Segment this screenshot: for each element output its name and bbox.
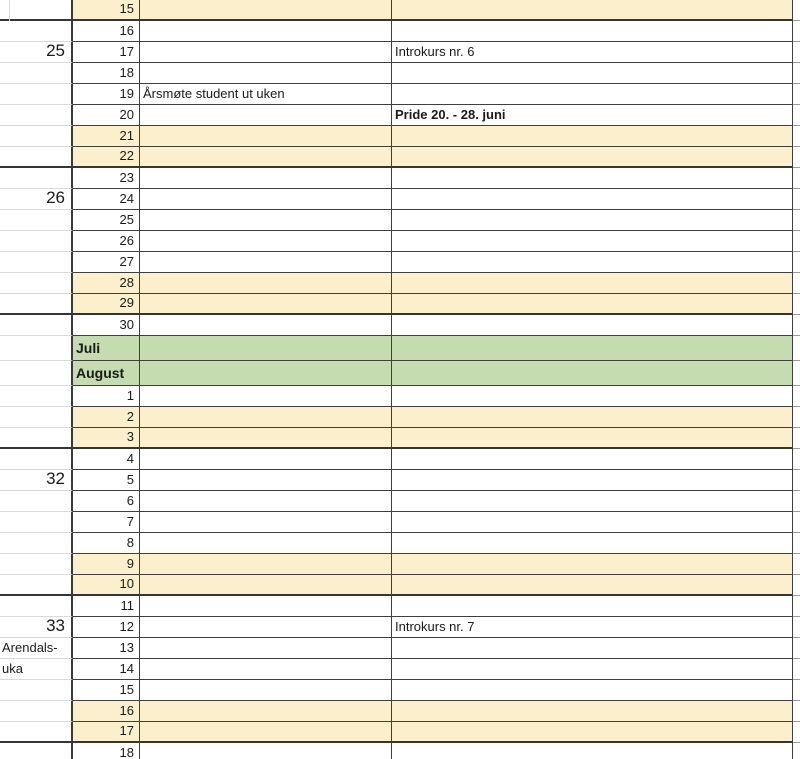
event-cell-right[interactable]	[392, 659, 793, 680]
day-cell[interactable]	[73, 252, 140, 273]
day-cell[interactable]	[73, 470, 140, 491]
day-number: 14	[119, 661, 134, 676]
event-cell-left[interactable]	[140, 743, 392, 759]
event-cell-right[interactable]	[392, 231, 793, 252]
edge-cell[interactable]	[793, 21, 800, 42]
week-cell[interactable]	[0, 21, 73, 42]
event-cell-right[interactable]	[392, 554, 793, 575]
event-cell-right[interactable]	[392, 147, 793, 168]
calendar-row	[0, 147, 800, 168]
edge-cell[interactable]	[793, 386, 800, 407]
week-cell[interactable]	[0, 596, 73, 617]
event-cell-left[interactable]	[140, 315, 392, 336]
edge-cell[interactable]	[793, 361, 800, 386]
edge-cell[interactable]	[793, 273, 800, 294]
event-cell-left[interactable]	[140, 575, 392, 596]
day-number: 23	[119, 170, 134, 185]
day-number: 20	[119, 107, 134, 122]
day-cell[interactable]	[73, 743, 140, 759]
day-number: 7	[126, 514, 134, 529]
day-cell[interactable]	[73, 147, 140, 168]
week-cell[interactable]	[0, 294, 73, 315]
day-cell[interactable]	[73, 638, 140, 659]
calendar-row	[0, 722, 800, 743]
day-number: 5	[126, 472, 134, 487]
edge-cell[interactable]	[793, 596, 800, 617]
edge-cell[interactable]	[793, 533, 800, 554]
calendar-row	[0, 386, 800, 407]
week-cell[interactable]	[0, 554, 73, 575]
calendar-row	[0, 449, 800, 470]
week-cell[interactable]	[0, 470, 73, 491]
day-cell[interactable]	[73, 386, 140, 407]
day-cell[interactable]	[73, 63, 140, 84]
edge-cell[interactable]	[793, 63, 800, 84]
calendar-row	[0, 63, 800, 84]
event-cell-left[interactable]	[140, 386, 392, 407]
calendar-row	[0, 42, 800, 63]
event-cell-right[interactable]	[392, 0, 793, 21]
calendar-row	[0, 294, 800, 315]
event-cell-left[interactable]	[140, 512, 392, 533]
event-cell-right[interactable]	[392, 470, 793, 491]
day-number: 9	[126, 556, 134, 571]
event-cell-left[interactable]	[140, 231, 392, 252]
week-cell[interactable]	[0, 0, 73, 21]
day-number: 6	[126, 493, 134, 508]
calendar-row	[0, 189, 800, 210]
calendar-row	[0, 21, 800, 42]
day-number: 18	[119, 65, 134, 80]
event-cell-right[interactable]	[392, 638, 793, 659]
edge-cell[interactable]	[793, 252, 800, 273]
calendar-row	[0, 470, 800, 491]
event-cell-left[interactable]	[140, 63, 392, 84]
edge-cell[interactable]	[793, 659, 800, 680]
day-number: 2	[126, 409, 134, 424]
edge-cell[interactable]	[793, 680, 800, 701]
day-number: 8	[126, 535, 134, 550]
event-cell-right[interactable]	[392, 63, 793, 84]
edge-cell[interactable]	[793, 168, 800, 189]
event-cell-right[interactable]	[392, 294, 793, 315]
day-cell[interactable]	[73, 21, 140, 42]
week-cell[interactable]	[0, 361, 73, 386]
edge-cell[interactable]	[793, 231, 800, 252]
edge-cell[interactable]	[793, 449, 800, 470]
week-cell[interactable]	[0, 680, 73, 701]
day-number: 16	[119, 23, 134, 38]
event-cell-left[interactable]	[140, 126, 392, 147]
week-cell[interactable]	[0, 105, 73, 126]
edge-cell[interactable]	[793, 554, 800, 575]
event-cell-right[interactable]	[392, 491, 793, 512]
day-number: 10	[119, 576, 134, 591]
week-cell[interactable]	[0, 231, 73, 252]
week-cell[interactable]	[0, 575, 73, 596]
day-cell[interactable]	[73, 512, 140, 533]
day-cell[interactable]	[73, 168, 140, 189]
month-label: August	[76, 365, 125, 381]
event-cell-left[interactable]	[140, 596, 392, 617]
edge-cell[interactable]	[793, 84, 800, 105]
day-number: 19	[119, 86, 134, 101]
edge-cell[interactable]	[793, 0, 800, 21]
day-number: 15	[119, 682, 134, 697]
event-cell-left[interactable]	[140, 638, 392, 659]
calendar-row	[0, 361, 800, 386]
edge-cell[interactable]	[793, 189, 800, 210]
event-cell-right[interactable]	[392, 617, 793, 638]
week-cell[interactable]	[0, 189, 73, 210]
day-number: 17	[119, 723, 134, 738]
event-cell-left[interactable]	[140, 42, 392, 63]
day-number: 29	[119, 295, 134, 310]
edge-cell[interactable]	[793, 428, 800, 449]
week-cell[interactable]	[0, 701, 73, 722]
event-cell-right[interactable]	[392, 252, 793, 273]
calendar-row	[0, 596, 800, 617]
month-cell[interactable]	[73, 336, 140, 361]
day-number: 15	[119, 1, 134, 16]
event-cell-right[interactable]	[392, 743, 793, 759]
day-cell[interactable]	[73, 701, 140, 722]
event-cell-right[interactable]	[392, 273, 793, 294]
day-cell[interactable]	[73, 315, 140, 336]
event-cell-right[interactable]	[392, 722, 793, 743]
event-cell-left[interactable]	[140, 533, 392, 554]
calendar-row	[0, 428, 800, 449]
event-cell-right[interactable]	[392, 168, 793, 189]
week-cell[interactable]	[0, 659, 73, 680]
day-cell[interactable]	[73, 294, 140, 315]
week-cell[interactable]	[0, 42, 73, 63]
event-cell-right[interactable]	[392, 428, 793, 449]
calendar-row	[0, 575, 800, 596]
week-cell[interactable]	[0, 491, 73, 512]
event-label: Pride 20. - 28. juni	[395, 107, 506, 122]
day-cell[interactable]	[73, 0, 140, 21]
day-number: 1	[126, 388, 134, 403]
day-number: 18	[119, 745, 134, 759]
event-cell-right[interactable]	[392, 386, 793, 407]
edge-cell[interactable]	[793, 701, 800, 722]
day-cell[interactable]	[73, 273, 140, 294]
calendar-row	[0, 0, 800, 21]
week-cell[interactable]	[0, 84, 73, 105]
month-label: Juli	[76, 340, 101, 356]
day-cell[interactable]	[73, 105, 140, 126]
calendar-row	[0, 533, 800, 554]
event-cell-left[interactable]	[140, 722, 392, 743]
day-cell[interactable]	[73, 210, 140, 231]
edge-cell[interactable]	[793, 294, 800, 315]
week-cell[interactable]	[0, 168, 73, 189]
calendar-row	[0, 617, 800, 638]
event-cell-left[interactable]	[140, 491, 392, 512]
day-cell[interactable]	[73, 617, 140, 638]
week-cell[interactable]	[0, 315, 73, 336]
edge-cell[interactable]	[793, 105, 800, 126]
week-cell[interactable]	[0, 407, 73, 428]
event-cell-right[interactable]	[392, 126, 793, 147]
day-number: 25	[119, 212, 134, 227]
day-number: 13	[119, 640, 134, 655]
event-cell-left[interactable]	[140, 701, 392, 722]
event-cell-left[interactable]	[140, 449, 392, 470]
calendar-row	[0, 126, 800, 147]
week-cell[interactable]	[0, 722, 73, 743]
event-cell-left[interactable]	[140, 0, 392, 21]
day-cell[interactable]	[73, 42, 140, 63]
event-cell-left[interactable]	[140, 252, 392, 273]
day-cell[interactable]	[73, 722, 140, 743]
day-number: 28	[119, 275, 134, 290]
edge-cell[interactable]	[793, 407, 800, 428]
calendar-row	[0, 407, 800, 428]
calendar-row	[0, 554, 800, 575]
week-cell[interactable]	[0, 743, 73, 759]
edge-cell[interactable]	[793, 491, 800, 512]
calendar-row	[0, 231, 800, 252]
calendar-row	[0, 659, 800, 680]
day-cell[interactable]	[73, 449, 140, 470]
day-cell[interactable]	[73, 680, 140, 701]
event-cell-right[interactable]	[392, 701, 793, 722]
edge-cell[interactable]	[793, 147, 800, 168]
day-cell[interactable]	[73, 84, 140, 105]
week-number: 26	[46, 188, 65, 207]
week-cell[interactable]	[0, 533, 73, 554]
edge-cell[interactable]	[793, 470, 800, 491]
faint-gridline	[9, 0, 10, 21]
event-cell-left[interactable]	[140, 428, 392, 449]
day-number: 12	[119, 619, 134, 634]
event-label: Introkurs nr. 6	[395, 44, 475, 59]
week-cell[interactable]	[0, 386, 73, 407]
event-cell-right[interactable]	[392, 575, 793, 596]
event-cell-left[interactable]	[140, 680, 392, 701]
week-cell[interactable]	[0, 273, 73, 294]
event-cell-left[interactable]	[140, 84, 392, 105]
calendar-row	[0, 512, 800, 533]
day-cell[interactable]	[73, 428, 140, 449]
day-cell[interactable]	[73, 407, 140, 428]
calendar-row	[0, 105, 800, 126]
day-number: 30	[119, 317, 134, 332]
calendar-row	[0, 701, 800, 722]
calendar-row	[0, 743, 800, 759]
day-number: 26	[119, 233, 134, 248]
calendar-row	[0, 210, 800, 231]
event-cell-right[interactable]	[392, 512, 793, 533]
day-cell[interactable]	[73, 533, 140, 554]
event-cell-left[interactable]	[140, 294, 392, 315]
calendar-row	[0, 315, 800, 336]
week-number: 25	[46, 41, 65, 60]
side-annotation: uka	[2, 661, 23, 676]
event-label: Introkurs nr. 7	[395, 619, 475, 634]
event-cell-right[interactable]	[392, 210, 793, 231]
day-cell[interactable]	[73, 659, 140, 680]
calendar-row	[0, 273, 800, 294]
edge-cell[interactable]	[793, 617, 800, 638]
event-cell-right[interactable]	[392, 407, 793, 428]
week-cell[interactable]	[0, 449, 73, 470]
event-cell-right[interactable]	[392, 42, 793, 63]
event-cell-left[interactable]	[140, 168, 392, 189]
event-cell-left[interactable]	[140, 361, 392, 386]
event-cell-right[interactable]	[392, 361, 793, 386]
week-cell[interactable]	[0, 126, 73, 147]
calendar-row	[0, 638, 800, 659]
day-cell[interactable]	[73, 126, 140, 147]
event-cell-right[interactable]	[392, 189, 793, 210]
day-number: 21	[119, 128, 134, 143]
day-number: 4	[126, 451, 134, 466]
event-cell-left[interactable]	[140, 554, 392, 575]
event-label: Årsmøte student ut uken	[143, 86, 285, 101]
event-cell-right[interactable]	[392, 449, 793, 470]
event-cell-right[interactable]	[392, 315, 793, 336]
event-cell-left[interactable]	[140, 407, 392, 428]
week-number: 33	[46, 616, 65, 635]
event-cell-left[interactable]	[140, 147, 392, 168]
event-cell-left[interactable]	[140, 659, 392, 680]
event-cell-right[interactable]	[392, 105, 793, 126]
week-cell[interactable]	[0, 63, 73, 84]
edge-cell[interactable]	[793, 575, 800, 596]
month-cell[interactable]	[73, 361, 140, 386]
day-number: 27	[119, 254, 134, 269]
edge-cell[interactable]	[793, 126, 800, 147]
week-cell[interactable]	[0, 512, 73, 533]
event-cell-left[interactable]	[140, 617, 392, 638]
edge-cell[interactable]	[793, 336, 800, 361]
event-cell-right[interactable]	[392, 596, 793, 617]
event-cell-left[interactable]	[140, 189, 392, 210]
day-number: 17	[119, 44, 134, 59]
day-number: 16	[119, 703, 134, 718]
day-cell[interactable]	[73, 189, 140, 210]
event-cell-left[interactable]	[140, 105, 392, 126]
week-cell[interactable]	[0, 147, 73, 168]
day-number: 11	[120, 598, 134, 613]
calendar-row	[0, 252, 800, 273]
day-cell[interactable]	[73, 554, 140, 575]
week-number: 32	[46, 469, 65, 488]
week-cell[interactable]	[0, 336, 73, 361]
side-annotation: Arendals-	[2, 640, 58, 655]
day-cell[interactable]	[73, 596, 140, 617]
calendar-row	[0, 336, 800, 361]
event-cell-right[interactable]	[392, 680, 793, 701]
edge-cell[interactable]	[793, 315, 800, 336]
event-cell-right[interactable]	[392, 21, 793, 42]
week-cell[interactable]	[0, 252, 73, 273]
edge-cell[interactable]	[793, 210, 800, 231]
week-cell[interactable]	[0, 428, 73, 449]
calendar-row	[0, 491, 800, 512]
edge-cell[interactable]	[793, 42, 800, 63]
edge-cell[interactable]	[793, 512, 800, 533]
week-cell[interactable]	[0, 617, 73, 638]
day-number: 3	[126, 429, 134, 444]
event-cell-left[interactable]	[140, 21, 392, 42]
event-cell-right[interactable]	[392, 533, 793, 554]
calendar-row	[0, 680, 800, 701]
event-cell-left[interactable]	[140, 336, 392, 361]
day-cell[interactable]	[73, 231, 140, 252]
event-cell-left[interactable]	[140, 210, 392, 231]
edge-cell[interactable]	[793, 743, 800, 759]
calendar-row	[0, 168, 800, 189]
event-cell-left[interactable]	[140, 273, 392, 294]
week-cell[interactable]	[0, 210, 73, 231]
day-cell[interactable]	[73, 575, 140, 596]
event-cell-right[interactable]	[392, 84, 793, 105]
calendar-row	[0, 84, 800, 105]
day-number: 24	[119, 191, 134, 206]
event-cell-right[interactable]	[392, 336, 793, 361]
edge-cell[interactable]	[793, 638, 800, 659]
event-cell-left[interactable]	[140, 470, 392, 491]
day-number: 22	[119, 148, 134, 163]
week-cell[interactable]	[0, 638, 73, 659]
day-cell[interactable]	[73, 491, 140, 512]
edge-cell[interactable]	[793, 722, 800, 743]
